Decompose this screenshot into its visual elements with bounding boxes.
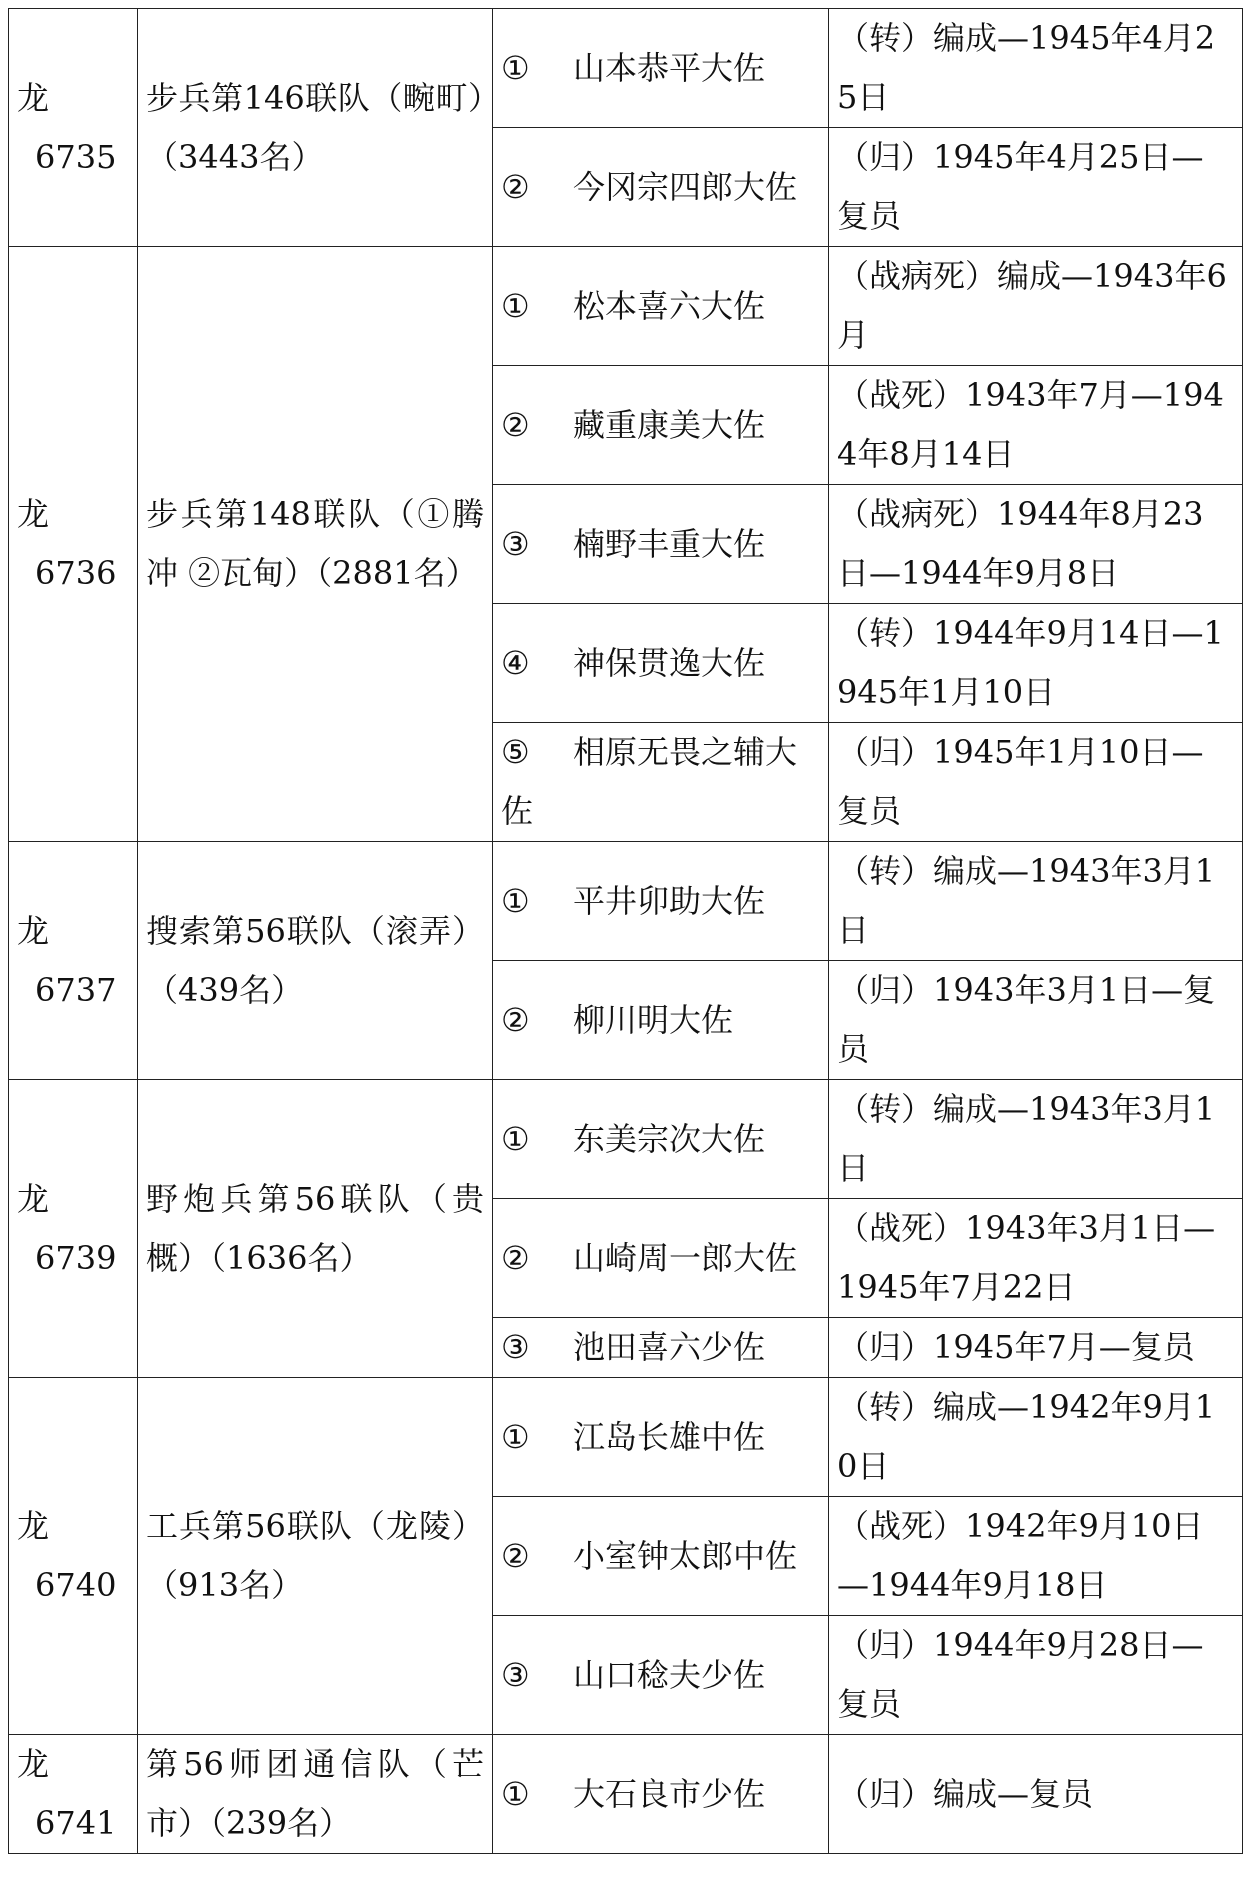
commander: ② 藏重康美大佐	[493, 366, 829, 485]
commander: ② 山崎周一郎大佐	[493, 1199, 829, 1318]
table-row	[9, 9, 1243, 128]
command-term: （归）1945年7月—复员	[829, 1318, 1243, 1378]
commander: ① 大石良市少佐	[493, 1735, 829, 1854]
commander: ② 柳川明大佐	[493, 961, 829, 1080]
table-row	[9, 1378, 1243, 1497]
command-term: （战病死）1944年8月23日—1944年9月8日	[829, 485, 1243, 604]
commander: ① 山本恭平大佐	[493, 9, 829, 128]
command-term: （归）1943年3月1日—复员	[829, 961, 1243, 1080]
command-term: （归）编成—复员	[829, 1735, 1243, 1854]
unit-name: 步兵第148联队（①腾冲 ②瓦甸）（2881名）	[138, 247, 493, 842]
table-row	[9, 1080, 1243, 1199]
command-term: （战死）1943年3月1日—1945年7月22日	[829, 1199, 1243, 1318]
unit-code: 龙 6737	[9, 842, 138, 1080]
table-row	[9, 842, 1243, 961]
unit-name: 步兵第146联队（畹町）（3443名）	[138, 9, 493, 247]
commander: ① 江岛长雄中佐	[493, 1378, 829, 1497]
unit-code: 龙 6735	[9, 9, 138, 247]
unit-code: 龙 6736	[9, 247, 138, 842]
unit-code: 龙 6740	[9, 1378, 138, 1735]
commander: ② 今冈宗四郎大佐	[493, 128, 829, 247]
table-row	[9, 247, 1243, 366]
command-term: （转）编成—1943年3月1日	[829, 842, 1243, 961]
commander: ① 松本喜六大佐	[493, 247, 829, 366]
command-term: （归）1945年1月10日—复员	[829, 723, 1243, 842]
unit-code: 龙 6739	[9, 1080, 138, 1378]
command-term: （转）编成—1942年9月10日	[829, 1378, 1243, 1497]
command-term: （战死）1942年9月10日—1944年9月18日	[829, 1497, 1243, 1616]
command-term: （转）编成—1945年4月25日	[829, 9, 1243, 128]
commander: ④ 神保贯逸大佐	[493, 604, 829, 723]
commander: ⑤ 相原无畏之辅大佐	[493, 723, 829, 842]
commander: ② 小室钟太郎中佐	[493, 1497, 829, 1616]
commander: ① 平井卯助大佐	[493, 842, 829, 961]
unit-name: 第56师团通信队（芒市）（239名）	[138, 1735, 493, 1854]
table-row	[9, 1735, 1243, 1854]
command-term: （归）1944年9月28日—复员	[829, 1616, 1243, 1735]
command-term: （转）1944年9月14日—1945年1月10日	[829, 604, 1243, 723]
unit-commander-table	[8, 8, 1243, 1854]
unit-name: 搜索第56联队（滚弄）（439名）	[138, 842, 493, 1080]
command-term: （战死）1943年7月—1944年8月14日	[829, 366, 1243, 485]
commander: ③ 楠野丰重大佐	[493, 485, 829, 604]
unit-name: 工兵第56联队（龙陵）（913名）	[138, 1378, 493, 1735]
commander: ① 东美宗次大佐	[493, 1080, 829, 1199]
command-term: （战病死）编成—1943年6月	[829, 247, 1243, 366]
command-term: （转）编成—1943年3月1日	[829, 1080, 1243, 1199]
command-term: （归）1945年4月25日—复员	[829, 128, 1243, 247]
unit-name: 野炮兵第56联队（贵概）（1636名）	[138, 1080, 493, 1378]
unit-code: 龙 6741	[9, 1735, 138, 1854]
commander: ③ 池田喜六少佐	[493, 1318, 829, 1378]
document-page	[8, 8, 1248, 1876]
commander: ③ 山口稔夫少佐	[493, 1616, 829, 1735]
